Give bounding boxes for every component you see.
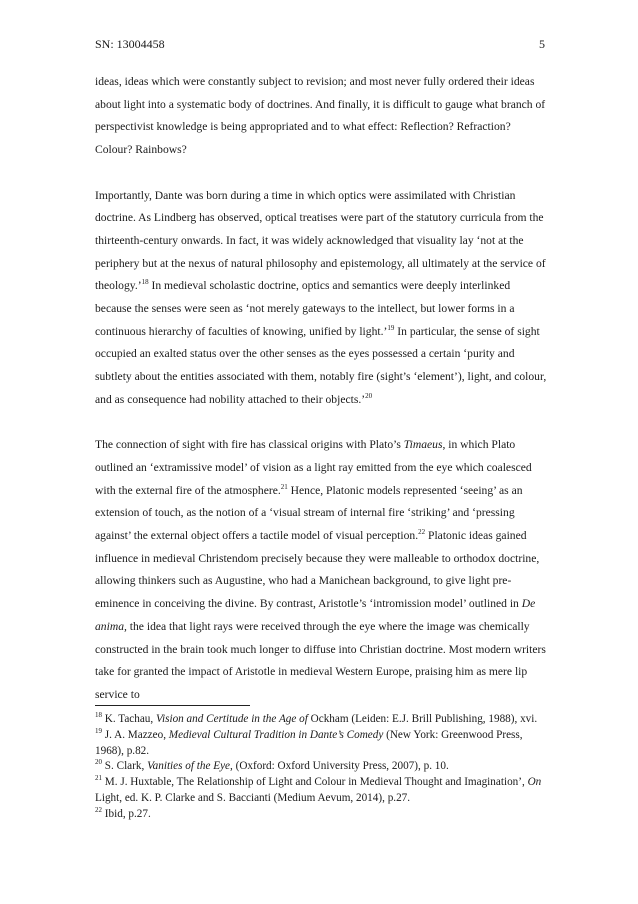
footnote-ref-18[interactable]: 18 bbox=[141, 278, 149, 287]
footnote-title: On bbox=[527, 776, 542, 789]
footnote-22 bbox=[95, 807, 547, 823]
footnote-text: M. J. Huxtable, The Relationship of Light and Colour in Medieval Thought and Imagination’, bbox=[102, 776, 528, 789]
footnote-text: S. Clark, bbox=[102, 760, 148, 773]
paragraph-3-italic-timaeus: Timaeus bbox=[403, 438, 443, 452]
footnote-number: 18 bbox=[95, 711, 102, 719]
footnote-ref-22[interactable]: 22 bbox=[418, 528, 426, 537]
paragraph-2 bbox=[95, 185, 547, 412]
footnote-text: Ockham (Leiden: E.J. Brill Publishing, 1988), xvi. bbox=[307, 713, 538, 725]
footnote-text: (New York: Greenwood Press, 1968), p.82. bbox=[95, 728, 523, 757]
footnote-text: Light, ed. K. P. Clarke and S. Baccianti (Medium Aevum, 2014), p.27. bbox=[95, 791, 411, 804]
student-number: SN: 13004458 bbox=[95, 37, 165, 51]
footnote-separator bbox=[95, 705, 250, 706]
footnote-18 bbox=[95, 712, 547, 728]
footnote-number: 20 bbox=[95, 758, 102, 767]
footnotes bbox=[95, 712, 547, 823]
paragraph-2-text-a: Importantly, Dante was born during a time in which optics were assimilated with Christian doctrine. As Lindberg has observed, optical treatises were part of the statutory curricula from the thirteenth-century onwards. In fact, it was widely acknowledged that visuality lay ‘not at the periphery but at the nexus of natural philosophy and epistemology, all ultimately at the service of theology.’ bbox=[95, 188, 546, 293]
paragraph-2-text-b: In medieval scholastic doctrine, optics and semantics were deeply interlinked because the senses were seen as ‘not merely gateways to the intellect, but lower forms in a continuous hierarchy of faculties of knowing, unified by light.’ bbox=[95, 279, 515, 338]
footnote-number: 22 bbox=[95, 805, 102, 814]
footnote-text: Ibid, p.27. bbox=[102, 807, 151, 820]
page-header bbox=[95, 37, 543, 53]
footnote-20 bbox=[95, 759, 547, 775]
page-number: 5 bbox=[539, 37, 545, 51]
paragraph-3-text-b: , in which Plato outlined an ‘extramissive model’ of vision as a light ray emitted from the eye which coalesced with the external fire of the atmosphere. bbox=[95, 438, 532, 497]
footnote-title: Vanities of the Eye, bbox=[147, 760, 233, 773]
paragraph-3-text-a: The connection of sight with fire has classical origins with Plato’s bbox=[95, 438, 404, 452]
footnote-text: (Oxford: Oxford University Press, 2007), p. 10. bbox=[232, 760, 449, 773]
paragraph-3-text-c: Hence, Platonic models represented ‘seeing’ as an extension of touch, as the notion of a ‘visual stream of internal fire ‘striking’ and ‘pressing against’ the external object offers a tactile model of visual perception. bbox=[95, 483, 523, 543]
paragraph-3-text-d: Platonic ideas gained influence in medieval Christendom precisely because they were malleable to orthodox doctrine, allowing thinkers such as Augustine, who had a Manichean background, to give light pre-eminence in conceiving the divine. By contrast, Aristotle’s ‘intromission model’ outlined in bbox=[95, 529, 540, 611]
main-text bbox=[95, 71, 547, 707]
footnote-number: 19 bbox=[95, 726, 102, 735]
footnote-21 bbox=[95, 775, 547, 807]
paragraph-3 bbox=[95, 434, 547, 706]
footnote-ref-19[interactable]: 19 bbox=[387, 323, 395, 332]
footnote-text: J. A. Mazzeo, bbox=[102, 728, 169, 741]
footnote-title: Vision and Certitude in the Age of bbox=[156, 713, 308, 725]
footnote-19 bbox=[95, 728, 547, 760]
footnote-title: Medieval Cultural Tradition in Dante’s Comedy bbox=[168, 728, 384, 741]
paragraph-1-text: ideas, ideas which were constantly subject to revision; and most never fully ordered their ideas about light into a systematic body of doctrines. And finally, it is difficult to gauge what branch of perspectivist knowledge is being appropriated and to what effect: Reflection? Refraction? Colour? Rainbows? bbox=[95, 75, 546, 157]
paragraph-1 bbox=[95, 71, 547, 162]
paragraph-3-italic-de-anima: De anima, bbox=[95, 597, 536, 633]
footnote-number: 21 bbox=[95, 774, 102, 783]
footnote-ref-21[interactable]: 21 bbox=[280, 482, 288, 491]
footnote-text: K. Tachau, bbox=[102, 713, 156, 725]
footnote-ref-20[interactable]: 20 bbox=[365, 391, 373, 400]
paragraph-2-text-c: In particular, the sense of sight occupied an exalted status over the other senses as the eyes possessed a certain ‘purity and subtlety about the entities associated with them, notably fire (sight’s ‘element’), light, and colour, and as consequence had nobility attached to their objects.’ bbox=[95, 324, 547, 406]
paragraph-3-text-e: the idea that light rays were received through the eye where the image was chemically constructed in the brain took much longer to diffuse into Christian doctrine. Most modern writers take for granted the impact of Aristotle in medieval Western Europe, praising him as mere lip service to bbox=[95, 619, 546, 701]
